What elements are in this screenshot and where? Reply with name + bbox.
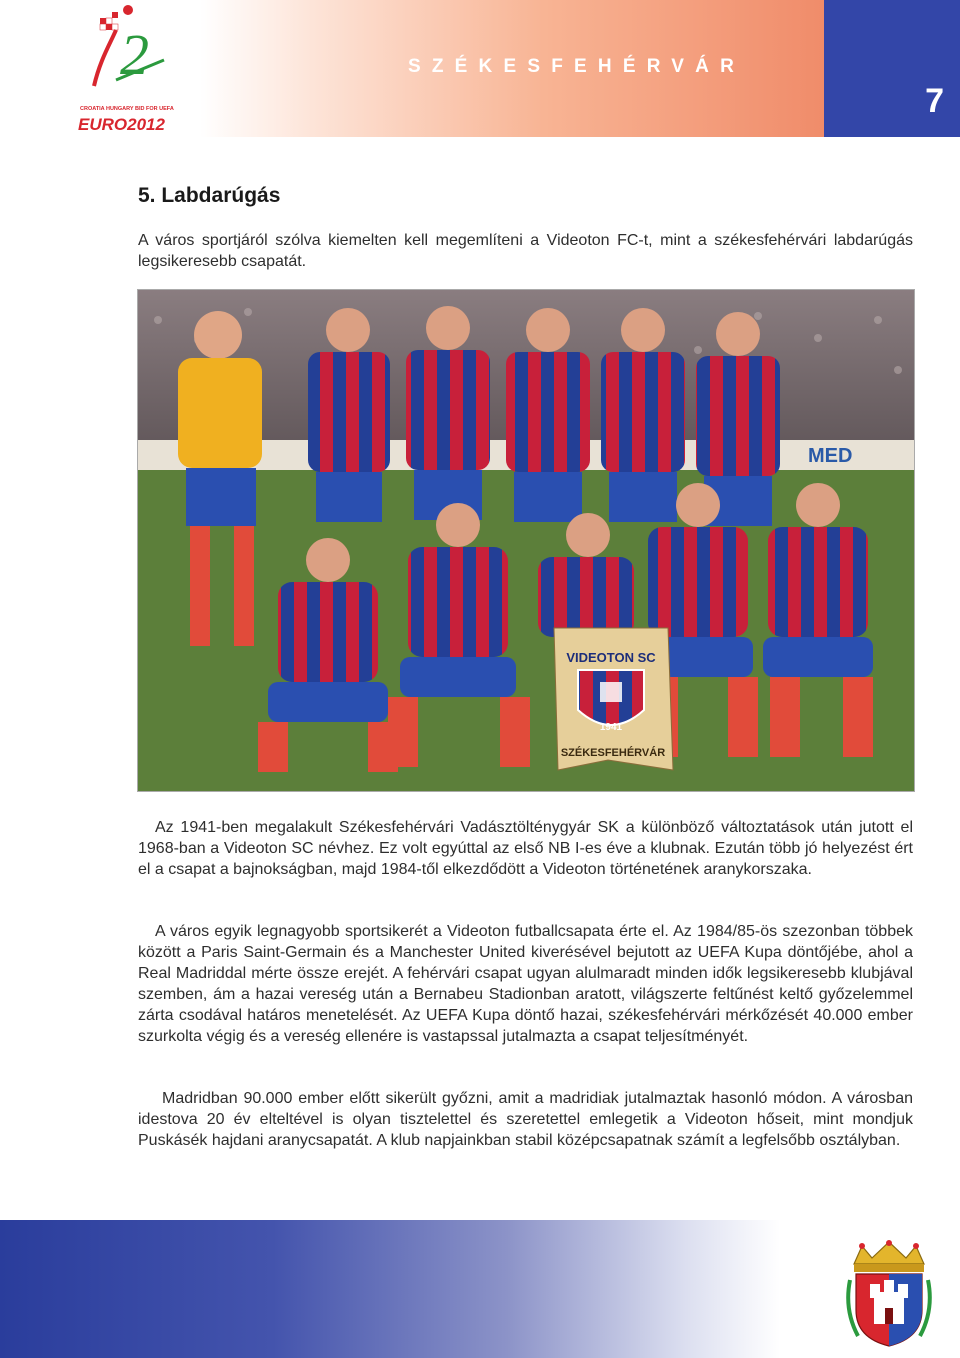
castle-icon [600,682,622,702]
intro-paragraph: A város sportjáról szólva kiemelten kell megemlíteni a Videoton FC-t, mint a székesfehérvári labdarúgás legsikeresebb csapatát. [138,232,913,270]
page-number-box [824,0,960,137]
pennant-top-text: VIDEOTON SC [566,650,656,665]
section-title: 5. Labdarúgás [138,184,281,207]
logo-numeral: 2 [120,22,149,87]
uefa-cup-paragraph: A város egyik legnagyobb sportsikerét a Videoton futballcsapata érte el. Az 1984/85-ös szezonban többek között a Paris Saint-Germain és a Manchester United kiverésével bejutott az UEFA Kupa döntőjébe, ahol a Real Madriddal mérte össze erejét. A fehérvári csapat ugyan alulmaradt minden idők legsikeresebb klubjával szemben, ám a hazai vereség után a Bernabeu Stadionban aratott, világszerte feltűnést keltő győzelemmel zárta csodával határos menetelését. Az UEFA Kupa döntő hazai, székesfehérvári mérkőzését 40.000 ember szurkolta végig és a vereség ellenére is vastapssal jutalmazta a csapat teljesítményét. [138,923,913,1045]
madrid-paragraph: Madridban 90.000 ember előtt sikerült győzni, amit a madridiak jutalmaztak hasonló módon. A városban idestova 20 év elteltével is olyan tisztelettel és szeretettel emlegetik a Videoton hőseit, mint mondjuk Puskásék hajdani aranycsapatát. A klub napjainkban stabil középcsapatnak számít a legfelsőbb osztályban. [138,1090,913,1149]
logo-bid-text: CROATIA HUNGARY BID FOR UEFA [80,106,174,112]
club-pennant [554,628,673,770]
pennant-bottom-text: SZÉKESFEHÉRVÁR [560,747,666,759]
team-photo [137,289,915,792]
logo-brand: EURO2012 [78,115,165,134]
page-header [0,0,960,137]
svg-text:MED: MED [808,445,853,467]
page-number: 7 [925,82,944,120]
footer-gradient-band [0,1220,780,1358]
team-photo-illustration [138,290,915,792]
history-paragraph: Az 1941-ben megalakult Székesfehérvári Vadásztölténygyár SK a különböző változtatások után jutott el 1968-ban a Videoton SC névhez. Ez volt egyúttal az első NB I-es éve a klubnak. Ezután több jó helyezést ért el a csapat a bajnokságban, majd 1984-től elkezdődött a Videoton történetének aranykorszaka. [138,819,913,878]
euro2012-logo [70,0,200,137]
city-coat-of-arms-icon [844,1240,934,1348]
city-title: SZÉKESFEHÉRVÁR [408,56,745,77]
pennant-year: 1941 [599,722,623,733]
